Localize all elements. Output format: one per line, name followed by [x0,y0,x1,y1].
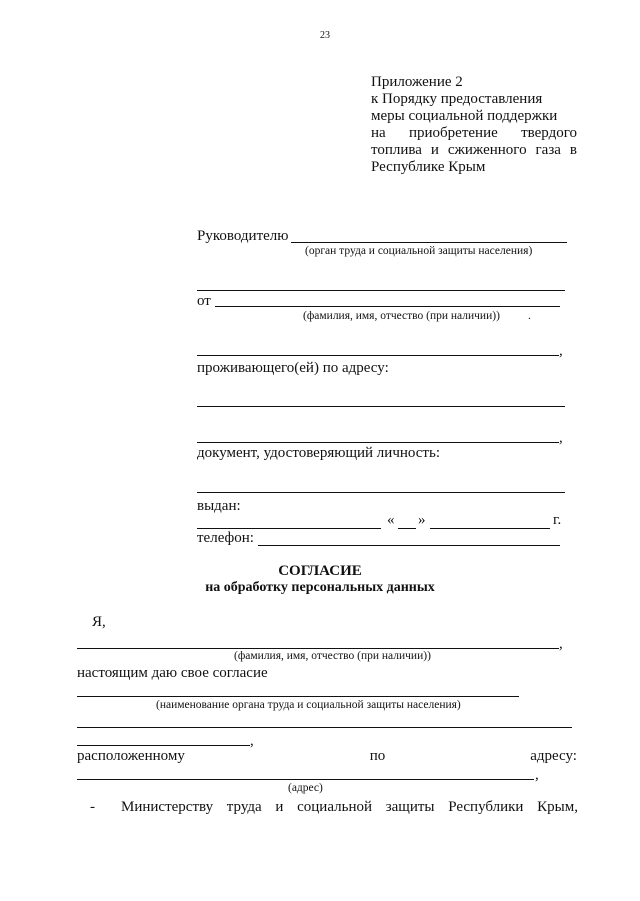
consent-subtitle: на обработку персональных данных [205,580,435,595]
org-field-comma: , [250,733,254,749]
from-label: от [197,293,211,309]
document-field[interactable] [197,492,565,493]
name-field-comma: , [559,636,563,652]
appendix-block [371,74,577,176]
address-field-2[interactable] [197,442,559,443]
from-field-extra[interactable] [197,355,559,356]
address-comma: , [559,430,563,446]
ministry-line [121,799,578,816]
phone-field[interactable] [258,545,560,546]
give-consent-text: настоящим даю свое согласие [77,665,268,681]
to-caption: (орган труда и социальной защиты населения) [305,245,533,257]
appendix-line-4-word: сжиженного [447,142,527,158]
appendix-line-4-word: и [430,142,439,158]
appendix-line-4-word: в [569,142,577,158]
page-number: 23 [320,30,330,41]
issued-label: выдан: [197,498,241,514]
name-caption: (фамилия, имя, отчество (при наличии)) [234,650,431,662]
address-label: проживающего(ей) по адресу: [197,360,389,376]
date-month-field[interactable] [430,528,550,529]
from-field[interactable] [215,306,560,307]
org-field-extra[interactable] [77,727,572,728]
ministry-word: труда [226,799,262,815]
address-field-comma: , [535,767,539,783]
date-day-field[interactable] [398,528,416,529]
appendix-line-3-word: на [371,125,386,141]
appendix-line-1: к Порядку предоставления [371,91,543,107]
from-dot: . [528,310,531,322]
located-line [77,748,577,765]
to-field-extra[interactable] [197,290,565,291]
appendix-line-4-word: газа [535,142,561,158]
from-field-comma: , [559,343,563,359]
appendix-title: Приложение 2 [371,74,463,90]
address-field-1[interactable] [197,406,565,407]
ministry-word: Республики [448,799,524,815]
ministry-word: Министерству [121,799,214,815]
from-caption: (фамилия, имя, отчество (при наличии)) [303,310,500,322]
appendix-line-3 [371,125,577,142]
org-field-end[interactable] [77,745,250,746]
ministry-word: и [275,799,284,815]
to-field[interactable] [291,242,567,243]
to-label: Руководителю [197,228,289,244]
org-caption: (наименование органа труда и социальной защиты населения) [156,699,461,711]
ministry-word: социальной [297,799,372,815]
i-label: Я, [92,614,106,630]
appendix-line-3-word: приобретение [408,125,498,141]
ministry-word: защиты [385,799,435,815]
org-field[interactable] [77,696,519,697]
list-dash: - [90,799,95,815]
address-field[interactable] [77,779,534,780]
consent-title: СОГЛАСИЕ [278,563,362,579]
located-word: расположенному [77,748,185,764]
ministry-word: Крым, [537,799,578,815]
date-quote-close: » [418,512,426,528]
date-quote-open: « [387,512,395,528]
located-word: адресу: [530,748,577,764]
year-suffix: г. [553,512,562,528]
appendix-line-3-word: твердого [521,125,577,141]
phone-label: телефон: [197,530,254,546]
address-caption: (адрес) [288,782,323,794]
issued-by-field[interactable] [197,528,381,529]
located-word: по [369,748,386,764]
document-label: документ, удостоверяющий личность: [197,445,440,461]
name-field[interactable] [77,648,559,649]
appendix-line-5: Республике Крым [371,159,486,175]
appendix-line-2: меры социальной поддержки [371,108,558,124]
appendix-line-4-word: топлива [371,142,422,158]
appendix-line-4 [371,142,577,159]
